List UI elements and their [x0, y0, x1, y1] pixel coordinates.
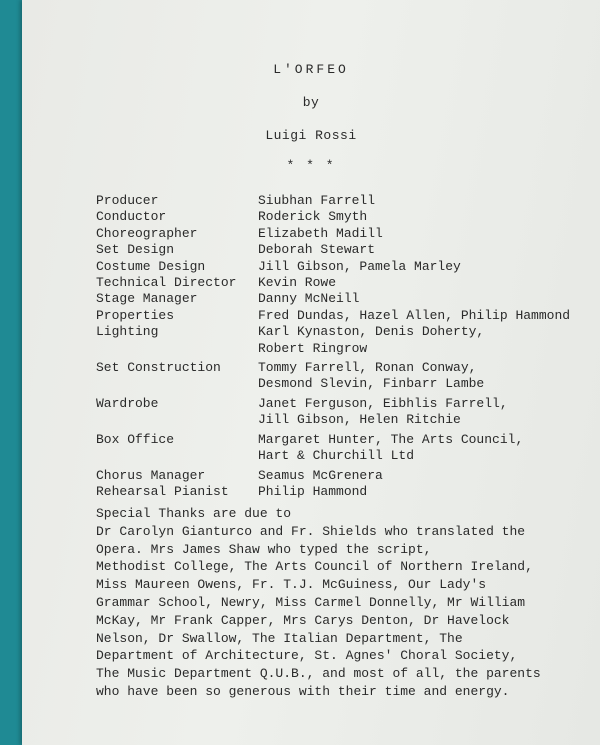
- section-divider: * * *: [286, 158, 336, 173]
- credit-row: [96, 396, 570, 429]
- credit-name-line: Hart & Churchill Ltd: [258, 448, 415, 464]
- credit-row: [96, 360, 570, 393]
- thanks-line: Miss Maureen Owens, Fr. T.J. McGuiness, Our Lady's: [96, 577, 487, 593]
- credit-names: [258, 226, 383, 242]
- credit-role: Technical Director: [96, 275, 237, 291]
- credit-row: [96, 275, 570, 291]
- credit-row: [96, 209, 570, 225]
- credit-names: [258, 468, 383, 484]
- credits-list: [96, 193, 570, 500]
- credit-role: Chorus Manager: [96, 467, 206, 483]
- credit-names: [258, 291, 359, 307]
- credit-role: Choreographer: [96, 225, 198, 241]
- author-name: Luigi Rossi: [265, 128, 357, 143]
- by-line: by: [302, 95, 320, 110]
- credit-role: Stage Manager: [96, 291, 198, 307]
- credit-names: [258, 396, 508, 429]
- credit-name-line: Siubhan Farrell: [258, 193, 376, 208]
- credit-names: [258, 484, 367, 500]
- credit-role: Set Design: [96, 242, 175, 258]
- thanks-line: Department of Architecture, St. Agnes' Choral Society,: [96, 648, 518, 664]
- credit-name-line: Tommy Farrell, Ronan Conway,: [258, 360, 477, 376]
- credit-names: [258, 275, 336, 291]
- thanks-paragraph: [96, 505, 541, 701]
- credit-row: [96, 432, 570, 465]
- credit-role: Lighting: [96, 324, 159, 340]
- credit-names: [258, 259, 461, 275]
- thanks-line: Grammar School, Newry, Miss Carmel Donnelly, Mr William: [96, 594, 526, 610]
- thanks-line: who have been so generous with their time and energy.: [96, 683, 510, 699]
- thanks-line: Methodist College, The Arts Council of Northern Ireland,: [96, 559, 533, 575]
- credit-row: [96, 226, 570, 242]
- credit-row: [96, 242, 570, 258]
- credit-name-line: Desmond Slevin, Finbarr Lambe: [258, 376, 485, 392]
- credit-role: Conductor: [96, 209, 167, 225]
- credit-name-line: Jill Gibson, Helen Ritchie: [258, 412, 461, 428]
- credit-names: [258, 360, 484, 393]
- credit-row: [96, 484, 570, 500]
- credit-name-line: Margaret Hunter, The Arts Council,: [258, 431, 524, 447]
- credit-role: Costume Design: [96, 258, 206, 274]
- thanks-line: Dr Carolyn Gianturco and Fr. Shields who translated the: [96, 523, 526, 539]
- credit-name-line: Seamus McGrenera: [258, 467, 383, 483]
- credit-names: [258, 308, 570, 324]
- credit-name-line: Jill Gibson, Pamela Marley: [258, 258, 461, 274]
- credit-names: [258, 324, 484, 357]
- credit-names: [258, 242, 375, 258]
- credit-row: [96, 259, 570, 275]
- credit-row: [96, 324, 570, 357]
- thanks-line: McKay, Mr Frank Capper, Mrs Carys Denton, Dr Havelock: [96, 612, 510, 628]
- credit-role: Set Construction: [96, 360, 221, 376]
- credit-row: [96, 193, 570, 209]
- credit-role: Producer: [96, 193, 159, 208]
- credit-names: [258, 432, 523, 465]
- credit-name-line: Elizabeth Madill: [258, 225, 383, 241]
- credit-name-line: Philip Hammond: [258, 483, 368, 499]
- thanks-line: Special Thanks are due to: [96, 506, 292, 521]
- credit-names: [258, 209, 367, 225]
- credit-row: [96, 308, 570, 324]
- thanks-line: Opera. Mrs James Shaw who typed the script,: [96, 541, 432, 557]
- program-page: [22, 0, 600, 745]
- credit-names: [258, 193, 375, 209]
- credit-name-line: Deborah Stewart: [258, 242, 376, 258]
- credit-name-line: Robert Ringrow: [258, 340, 368, 356]
- credit-role: Properties: [96, 307, 175, 323]
- page-title: L'ORFEO: [273, 62, 349, 77]
- credit-name-line: Karl Kynaston, Denis Doherty,: [258, 324, 485, 340]
- credit-name-line: Danny McNeill: [258, 291, 360, 307]
- credit-name-line: Fred Dundas, Hazel Allen, Philip Hammond: [258, 307, 571, 323]
- credit-name-line: Roderick Smyth: [258, 209, 368, 225]
- credit-role: Rehearsal Pianist: [96, 483, 229, 499]
- credit-role: Box Office: [96, 431, 175, 447]
- thanks-line: Nelson, Dr Swallow, The Italian Department, The: [96, 630, 463, 646]
- thanks-line: The Music Department Q.U.B., and most of all, the parents: [96, 666, 541, 682]
- credit-row: [96, 291, 570, 307]
- credit-name-line: Kevin Rowe: [258, 275, 337, 291]
- credit-row: [96, 468, 570, 484]
- credit-name-line: Janet Ferguson, Eibhlis Farrell,: [258, 395, 508, 411]
- credit-role: Wardrobe: [96, 395, 159, 411]
